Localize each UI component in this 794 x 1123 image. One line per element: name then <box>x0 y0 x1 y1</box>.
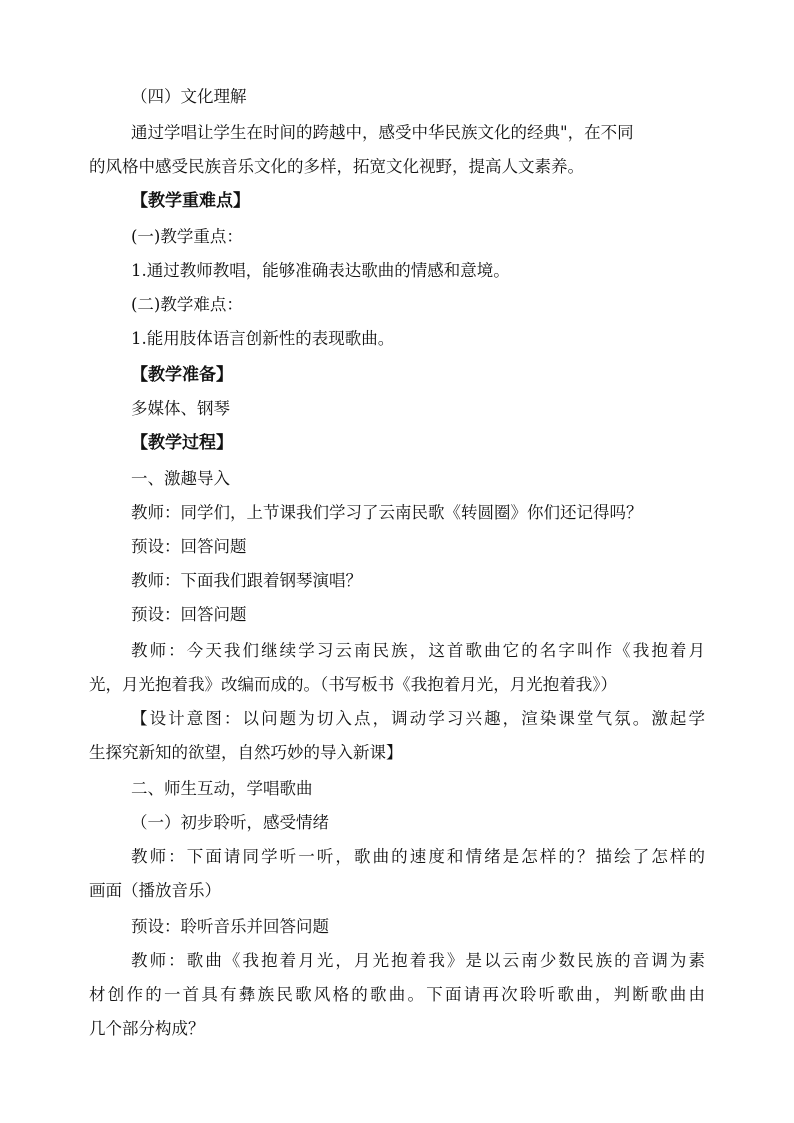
section-heading-cultural-understanding: （四）文化理解 <box>131 87 247 106</box>
dialogue-line: 教师：歌曲《我抱着月光，月光抱着我》是以云南少数民族的音调为素 <box>131 951 705 970</box>
subheading-first-listening: （一）初步聆听，感受情绪 <box>131 813 329 832</box>
dialogue-line: 教师：下面我们跟着钢琴演唱？ <box>131 571 362 590</box>
paragraph-line: 几个部分构成？ <box>89 1019 205 1038</box>
design-intent-note: 【设计意图：以问题为切入点，调动学习兴趣，渲染课堂气氛。激起学 <box>131 709 705 728</box>
dialogue-line: 教师：今天我们继续学习云南民族，这首歌曲它的名字叫作《我抱着月 <box>131 641 705 660</box>
subheading-difficult-points: (二)教学难点： <box>131 295 243 314</box>
paragraph-line: 的风格中感受民族音乐文化的多样，拓宽文化视野，提高人文素养。 <box>89 157 584 176</box>
list-item: 1.通过教师教唱，能够准确表达歌曲的情感和意境。 <box>131 261 510 280</box>
paragraph-line: 通过学唱让学生在时间的跨越中，感受中华民族文化的经典"，在不同 <box>131 123 634 142</box>
paragraph-line: 生探究新知的欲望，自然巧妙的导入新课】 <box>89 743 403 762</box>
paragraph-line: 多媒体、钢琴 <box>131 399 230 418</box>
heading-key-difficult-points: 【教学重难点】 <box>131 191 250 211</box>
dialogue-line: 教师：下面请同学听一听，歌曲的速度和情绪是怎样的？描绘了怎样的 <box>131 847 705 866</box>
heading-teaching-preparation: 【教学准备】 <box>131 365 233 385</box>
paragraph-line: 材创作的一首具有彝族民歌风格的歌曲。下面请再次聆听歌曲，判断歌曲由 <box>89 985 705 1004</box>
dialogue-line: 教师：同学们，上节课我们学习了云南民歌《转圆圈》你们还记得吗？ <box>131 503 643 522</box>
dialogue-line: 预设：聆听音乐并回答问题 <box>131 917 329 936</box>
heading-teaching-process: 【教学过程】 <box>131 433 233 453</box>
paragraph-line: 画面（播放音乐） <box>89 881 221 900</box>
subheading-interaction: 二、师生互动，学唱歌曲 <box>131 779 313 798</box>
dialogue-line: 预设：回答问题 <box>131 537 247 556</box>
subheading-introduction: 一、激趣导入 <box>131 469 230 488</box>
dialogue-line: 预设：回答问题 <box>131 605 247 624</box>
paragraph-line: 光，月光抱着我》改编而成的。（书写板书《我抱着月光，月光抱着我》） <box>89 675 617 694</box>
list-item: 1.能用肢体语言创新性的表现歌曲。 <box>131 329 395 348</box>
subheading-key-points: (一)教学重点： <box>131 227 243 246</box>
